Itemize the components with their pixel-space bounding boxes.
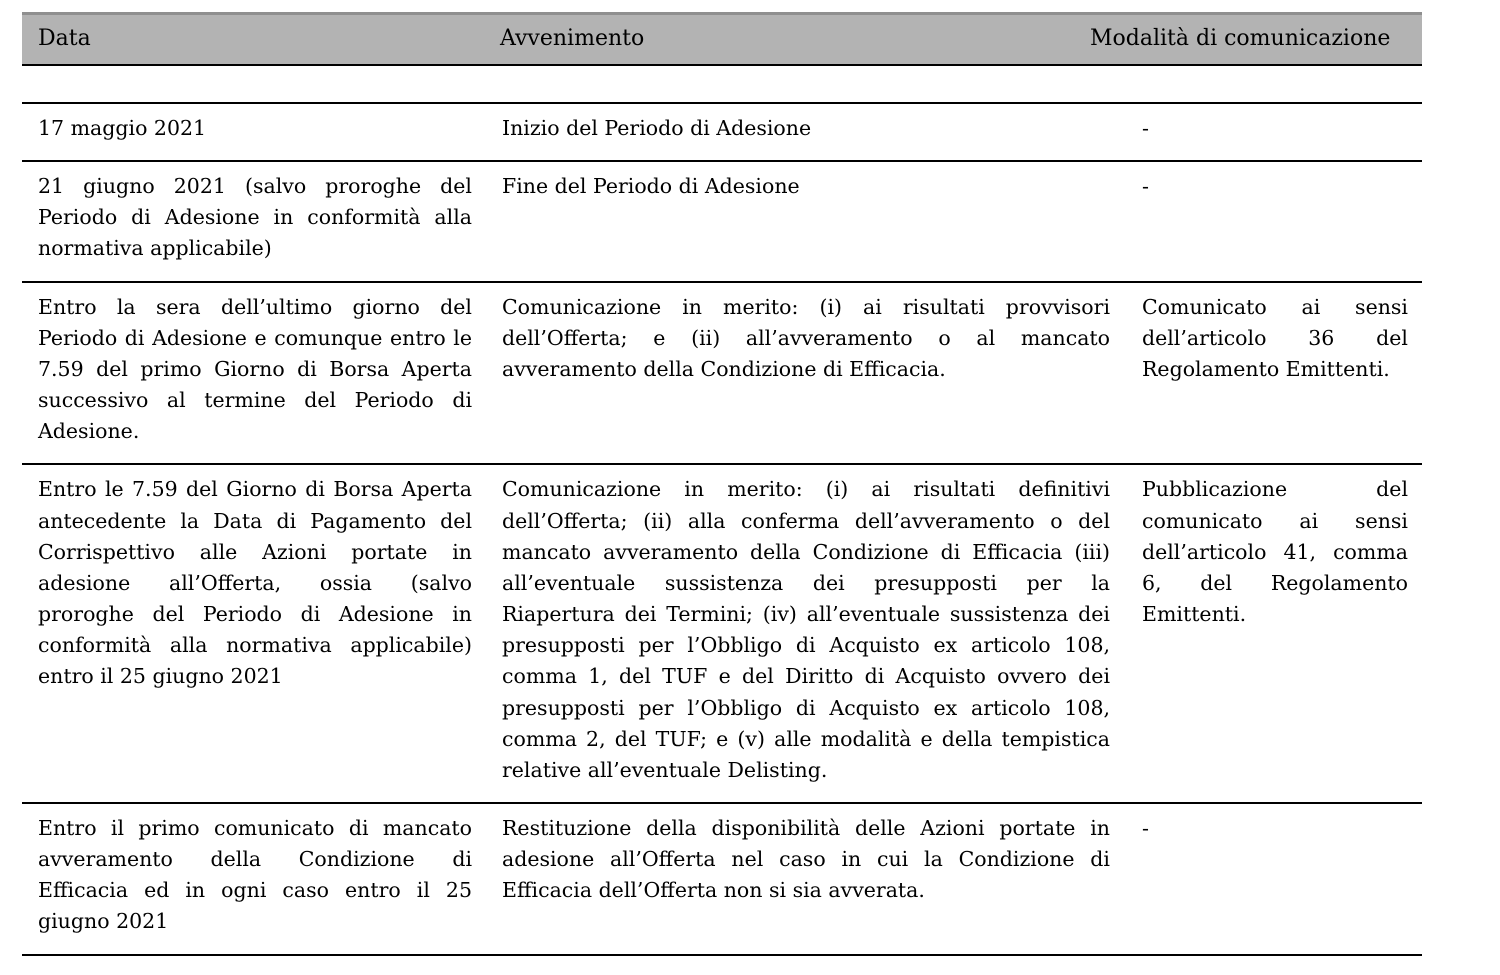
cell-modalita: - bbox=[1132, 803, 1422, 955]
column-header-modalita: Modalità di comunicazione bbox=[1132, 14, 1422, 66]
cell-avvenimento: Fine del Periodo di Adesione bbox=[492, 161, 1132, 281]
table-row bbox=[22, 103, 1422, 161]
table-row bbox=[22, 803, 1422, 955]
table-row bbox=[22, 161, 1422, 281]
cell-avvenimento: Comunicazione in merito: (i) ai risultati provvisori dell’Offerta; e (ii) all’avveramento o al mancato avveramento della Condizione di Efficacia. bbox=[492, 282, 1132, 465]
cell-avvenimento: Restituzione della disponibilità delle Azioni portate in adesione all’Offerta nel caso in cui la Condizione di Efficacia dell’Offerta non si sia avverata. bbox=[492, 803, 1132, 955]
table-header-row bbox=[22, 14, 1422, 66]
cell-avvenimento: Inizio del Periodo di Adesione bbox=[492, 103, 1132, 161]
cell-avvenimento: Comunicazione in merito: (i) ai risultati definitivi dell’Offerta; (ii) alla conferma dell’avveramento o del mancato avveramento della Condizione di Efficacia (iii) all’eventuale sussistenza dei presupposti per la Riapertura dei Termini; (iv) all’eventuale sussistenza dei presupposti per l’Obbligo di Acquisto ex articolo 108, comma 1, del TUF e del Diritto di Acquisto ovvero dei presupposti per l’Obbligo di Acquisto ex articolo 108, comma 2, del TUF; e (v) alle modalità e della tempistica relative all’eventuale Delisting. bbox=[492, 464, 1132, 803]
cell-modalita: Pubblicazione del comunicato ai sensi dell’articolo 41, comma 6, del Regolamento Emittenti. bbox=[1132, 464, 1422, 803]
table-row bbox=[22, 464, 1422, 803]
table-row bbox=[22, 282, 1422, 465]
cell-data: Entro il primo comunicato di mancato avveramento della Condizione di Efficacia ed in ogni caso entro il 25 giugno 2021 bbox=[22, 803, 492, 955]
cell-data: Entro le 7.59 del Giorno di Borsa Aperta antecedente la Data di Pagamento del Corrispettivo alle Azioni portate in adesione all’Offerta, ossia (salvo proroghe del Periodo di Adesione in conformità alla normativa applicabile) entro il 25 giugno 2021 bbox=[22, 464, 492, 803]
cell-data: 17 maggio 2021 bbox=[22, 103, 492, 161]
cell-data: 21 giugno 2021 (salvo proroghe del Periodo di Adesione in conformità alla normativa applicabile) bbox=[22, 161, 492, 281]
column-header-avvenimento: Avvenimento bbox=[492, 14, 1132, 66]
cell-modalita: - bbox=[1132, 103, 1422, 161]
header-spacer-cell bbox=[22, 65, 1422, 103]
cell-modalita: - bbox=[1132, 161, 1422, 281]
cell-data: Entro la sera dell’ultimo giorno del Periodo di Adesione e comunque entro le 7.59 del primo Giorno di Borsa Aperta successivo al termine del Periodo di Adesione. bbox=[22, 282, 492, 465]
communication-schedule-table bbox=[22, 12, 1422, 956]
header-spacer-row bbox=[22, 65, 1422, 103]
cell-modalita: Comunicato ai sensi dell’articolo 36 del Regolamento Emittenti. bbox=[1132, 282, 1422, 465]
column-header-data: Data bbox=[22, 14, 492, 66]
